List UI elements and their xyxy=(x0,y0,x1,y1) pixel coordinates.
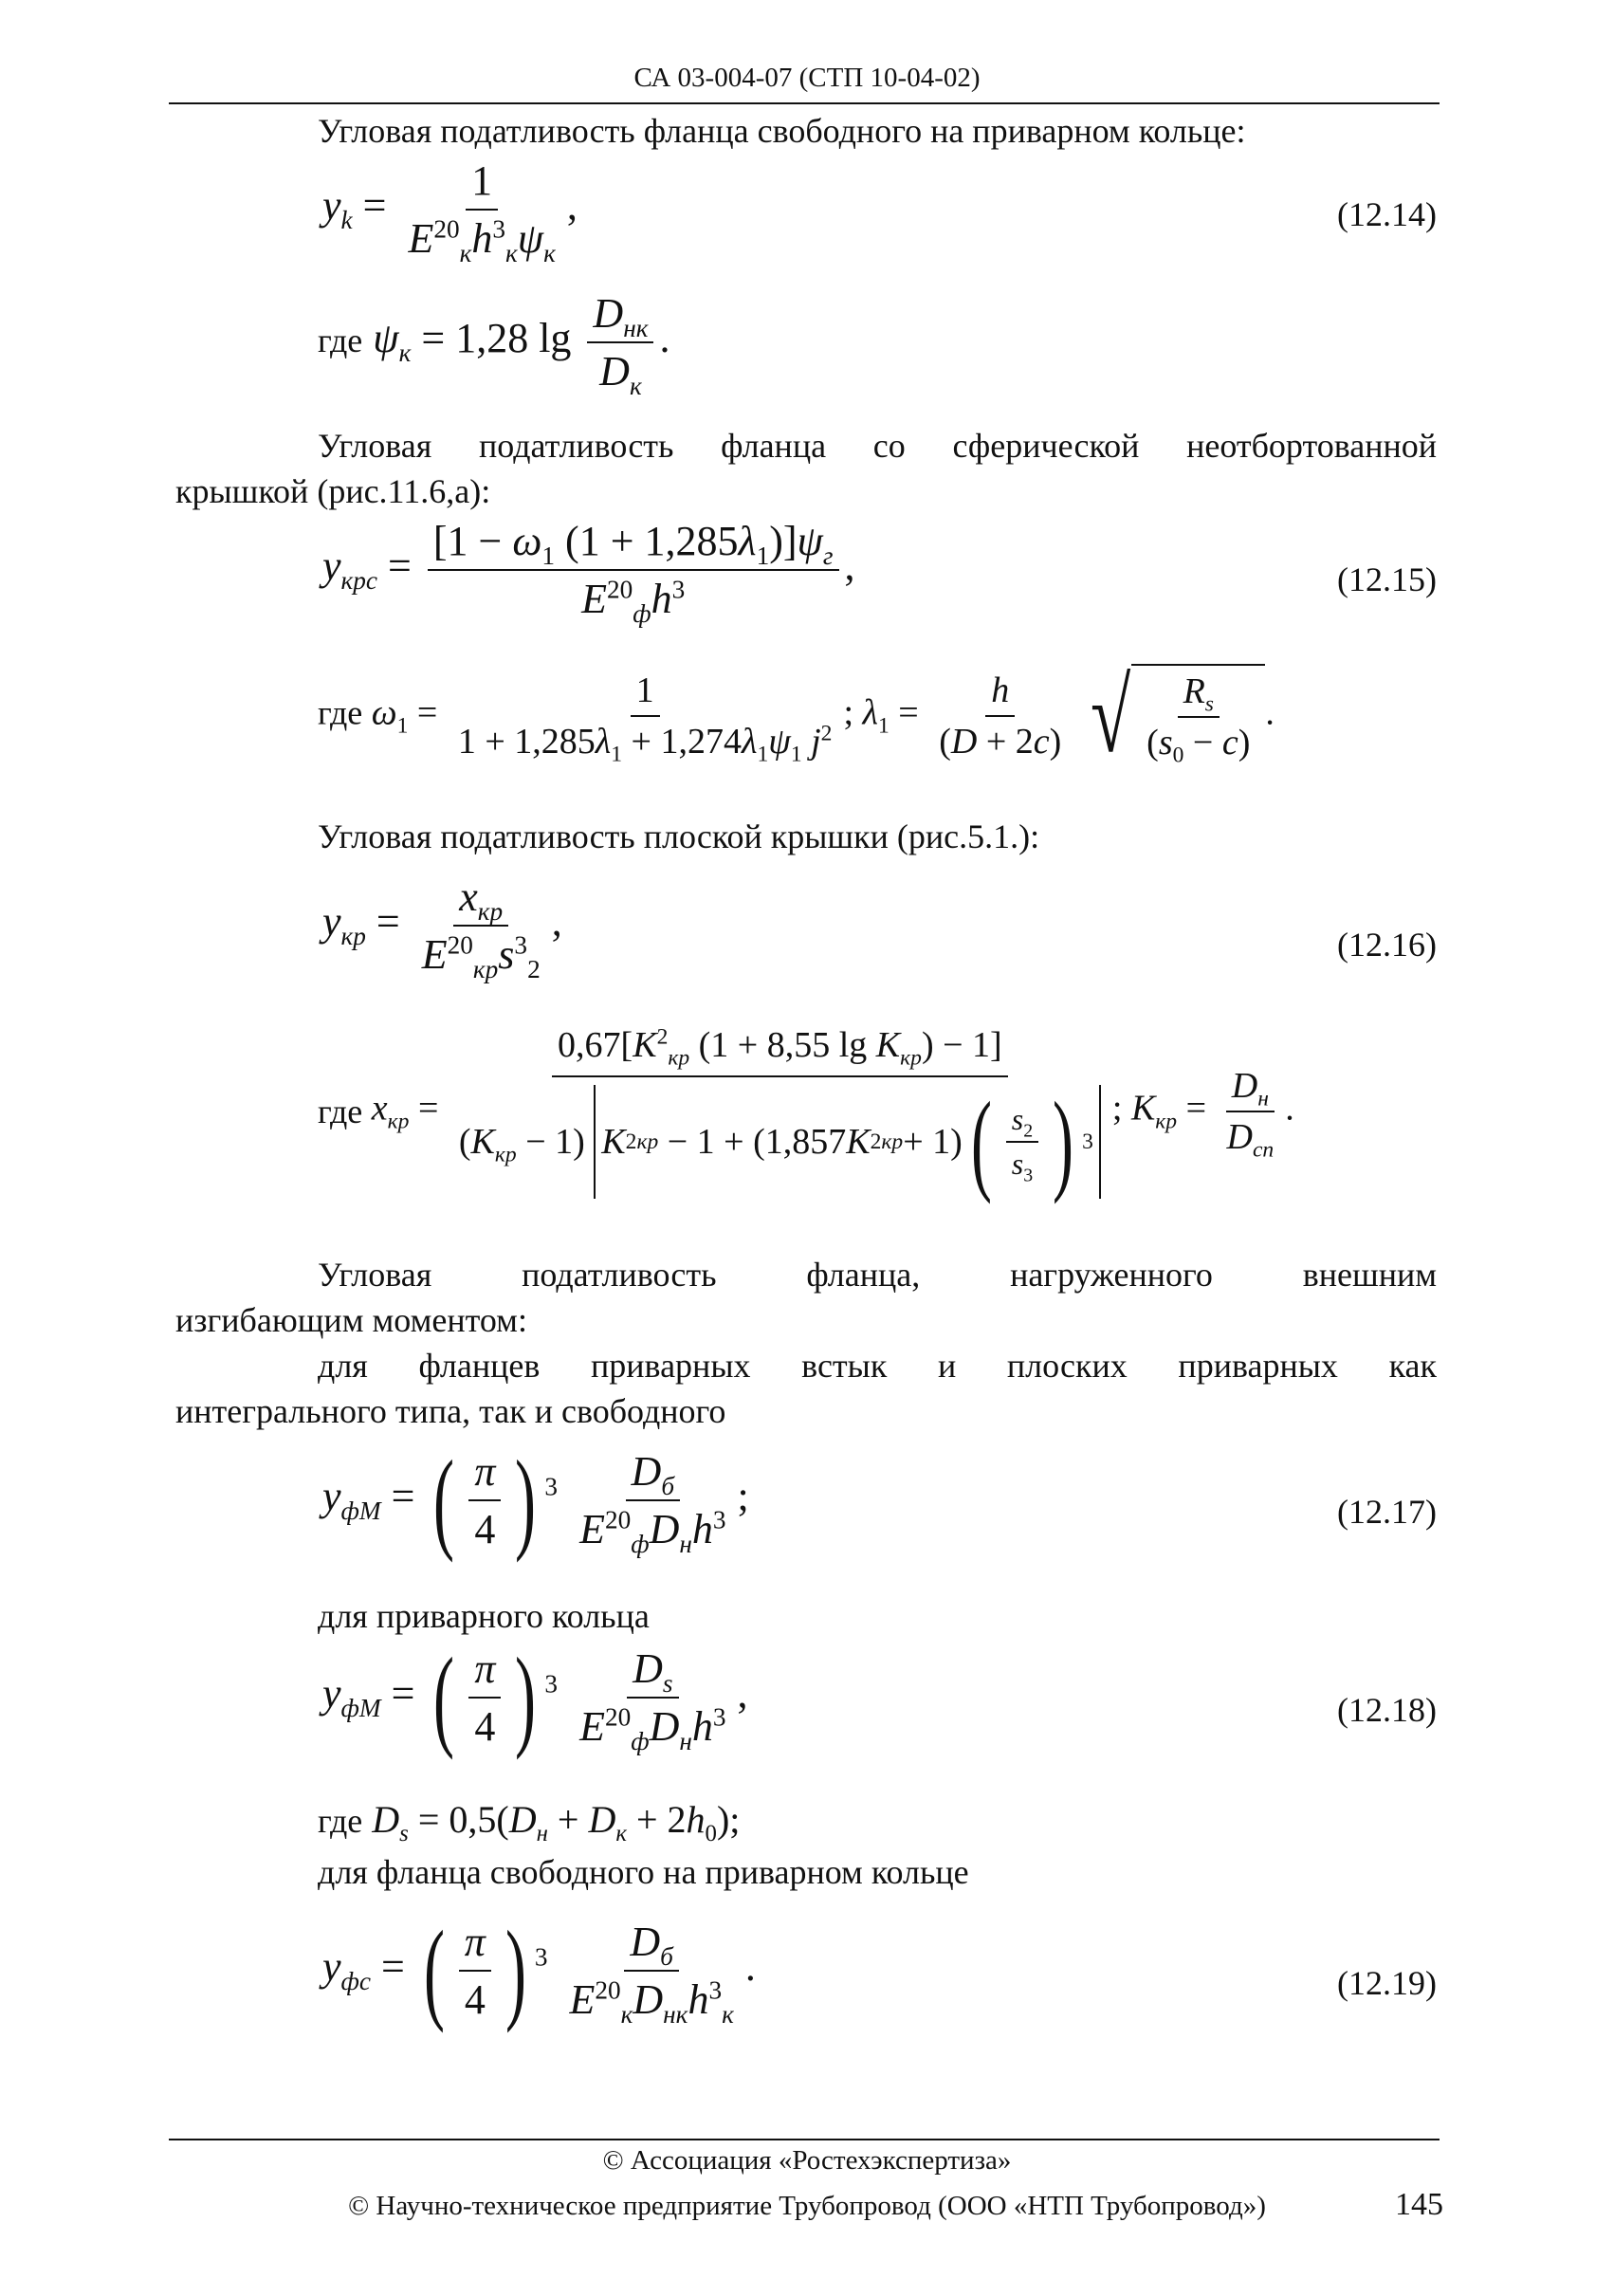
formula-x-kr: где $x_{кр}$ = $0,67[K^2_{кр}$ (1 + 8,55 $\lg K_{кр}) - 1$] $(K_{кр} - 1)$ K 2 кр − 1 + (1,857 K 2 кр + 1) ( $\frac{s_2}{s_3}$ ) 3 ; $K_{кр}$ = $\frac{D_н}{D_{сп}}$ . xyxy=(318,1024,1294,1204)
paragraph-flange-ring: Угловая податливость фланца свободного на приварном кольце: xyxy=(318,112,1246,150)
formula-12-18: $y_{фМ}$ = ( $\frac{\pi}{4}$ ) $^3$ $\frac{D_s}{E^{20}_фD_нh^3}$ , xyxy=(322,1634,748,1760)
formula-12-14: $y_k$ = $\frac{1}{E^{20}_кh^3_к\psi_к}$ , xyxy=(322,157,578,267)
paragraph-weld-neck-line2: интегрального типа, так и свободного xyxy=(175,1392,726,1430)
equation-number-12-19: (12.19) xyxy=(1337,1964,1437,2002)
formula-12-16: $y_{кр}$ = $\frac{x_{кр}}{E^{20}_{кр}s^3_2}$ , xyxy=(322,873,562,983)
equation-number-12-15: (12.15) xyxy=(1337,560,1437,598)
formula-12-15: $y_{крс}$ = $\frac{[1 - \omega_1 (1 + 1,285\lambda_1)]\psi_г}{E^{20}_фh^3}$ , xyxy=(322,518,855,628)
paragraph-spherical-cover-line2: крышкой (рис.11.6,а): xyxy=(175,472,491,510)
header-rule xyxy=(169,102,1440,104)
paragraph-weld-ring: для приварного кольца xyxy=(318,1597,650,1635)
document-header: СА 03-004-07 (СТП 10-04-02) xyxy=(633,63,981,93)
footer-company: © Научно-техническое предприятие Трубопровод (ООО «НТП Трубопровод») xyxy=(348,2191,1266,2221)
equation-number-12-17: (12.17) xyxy=(1337,1493,1437,1531)
paragraph-bending-moment-line1: Угловая податливость фланца, нагруженного внешним xyxy=(318,1256,1437,1294)
formula-Ds: где $D_s = 0,5(D_н + D_к + 2h_0)$; xyxy=(318,1798,741,1846)
where-label: где xyxy=(318,321,363,360)
formula-psi-k: где $\psi_к = 1,28$ lg $\frac{D_{нк}}{D_к}$ . xyxy=(318,290,670,400)
page-number: 145 xyxy=(1395,2187,1443,2222)
where-label-3: где xyxy=(318,1093,363,1130)
footer-rule xyxy=(169,2139,1440,2140)
equation-number-12-18: (12.18) xyxy=(1337,1691,1437,1729)
paragraph-bending-moment-line2: изгибающим моментом: xyxy=(175,1301,527,1339)
paragraph-spherical-cover-line1: Угловая податливость фланца со сферической неотбортованной xyxy=(318,427,1437,465)
equation-number-12-14: (12.14) xyxy=(1337,195,1437,233)
where-label-2: где xyxy=(318,693,363,732)
equation-number-12-16: (12.16) xyxy=(1337,926,1437,964)
paragraph-free-flange: для фланца свободного на приварном кольце xyxy=(318,1853,969,1891)
paragraph-flat-cover: Угловая податливость плоской крышки (рис.5.1.): xyxy=(318,817,1040,855)
formula-12-19: $y_{фс}$ = ( $\frac{\pi}{4}$ ) $^3$ $\frac{D_б}{E^{20}_кD_{нк}h^3_к}$ . xyxy=(322,1907,756,2033)
paragraph-weld-neck-line1: для фланцев приварных встык и плоских приварных как xyxy=(318,1347,1437,1385)
formula-12-17: $y_{фМ}$ = ( $\frac{\pi}{4}$ ) $^3$ $\frac{D_б}{E^{20}_фD_нh^3}$ ; xyxy=(322,1437,749,1563)
formula-omega-lambda: где $\omega_1$ = $\frac{1}{1 + 1,285\lambda_1 + 1,274\lambda_1\psi_1 j^2}$ ; $\lambda_1$ = $\frac{h}{(D + 2c)}$ √ $\frac{R_s}{(s_0 - c)}$ . xyxy=(318,658,1275,774)
where-label-4: где xyxy=(318,1802,363,1840)
footer-association: © Ассоциация «Ростехэкспертиза» xyxy=(602,2145,1012,2176)
